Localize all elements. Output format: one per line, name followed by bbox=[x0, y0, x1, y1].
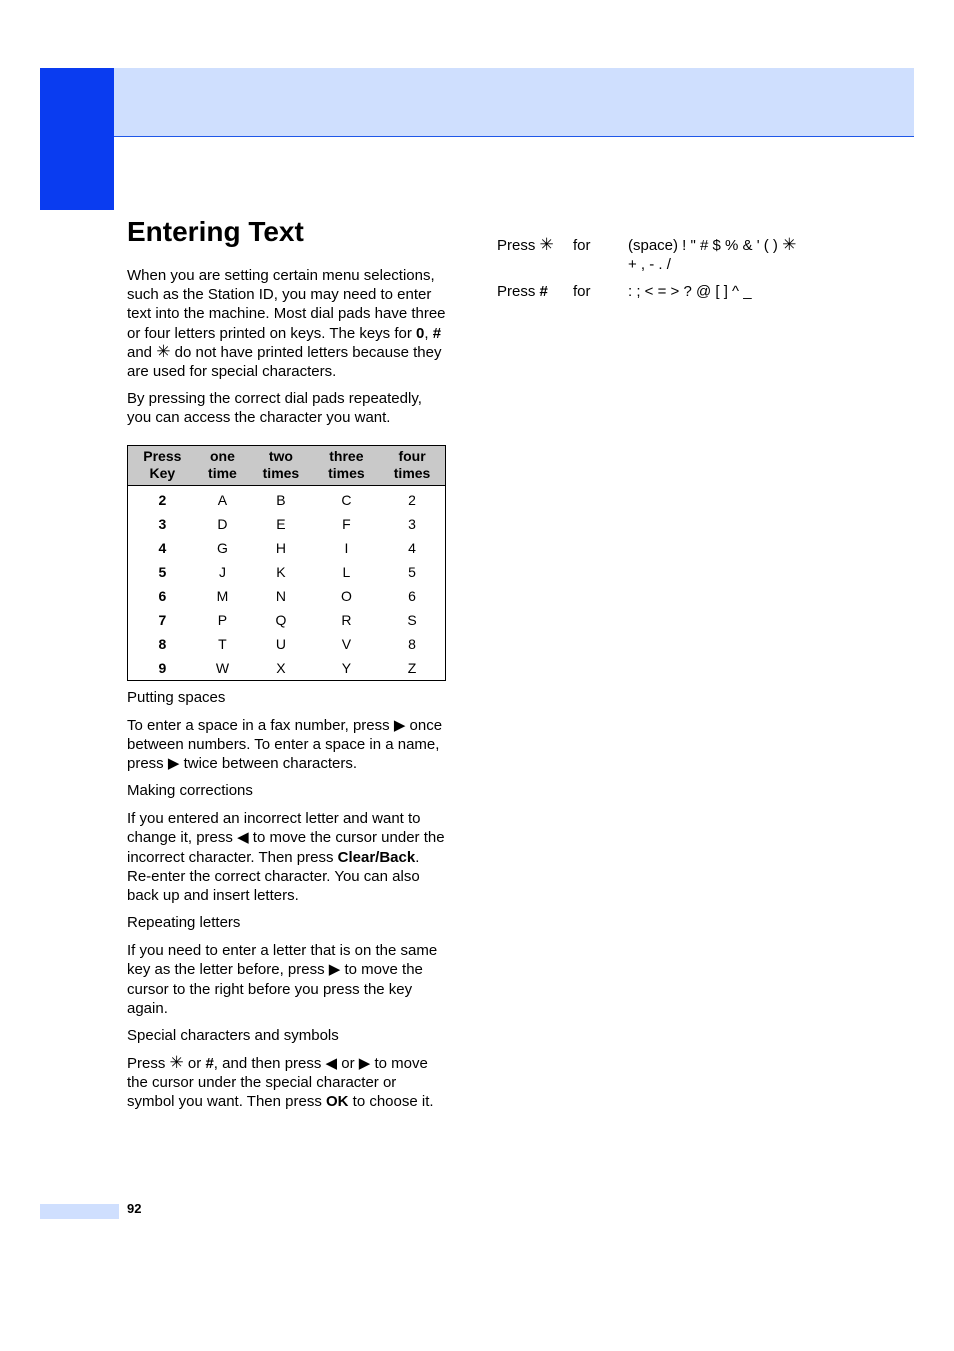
intro-paragraph-1: When you are setting certain menu selections, such as the Station ID, you may need to enter text into the machine. Most dial pads have three or four letters printed on keys. The keys for 0, # and ✳ do not have printed letters because they are used for special characters. bbox=[127, 267, 446, 381]
star-icon: ✳ bbox=[169, 1053, 184, 1073]
intro-paragraph-2: By pressing the correct dial pads repeatedly, you can access the character you want. bbox=[127, 390, 422, 427]
left-arrow-icon: ◀ bbox=[237, 829, 249, 847]
section-heading-spaces: Putting spaces bbox=[127, 688, 226, 706]
star-icon: ✳ bbox=[782, 235, 797, 254]
left-column bbox=[127, 266, 447, 1120]
special-paragraph: Press ✳ or #, and then press ◀ or ▶ to move the cursor under the special character or symbol you want. Then press OK to choose it. bbox=[127, 1053, 434, 1111]
table-row: 7 P Q R S bbox=[158, 611, 417, 628]
spaces-paragraph: To enter a space in a fax number, press ▶ once between numbers. To enter a space in a name, press ▶ twice between characters. bbox=[127, 716, 443, 773]
corrections-paragraph: If you entered an incorrect letter and want to change it, press ◀ to move the cursor under the incorrect character. Then press Clear/Back. Re-enter the correct character. You can also back up and insert letters. bbox=[127, 810, 445, 905]
key-zero: 0 bbox=[416, 324, 425, 342]
table-header: Press Key bbox=[128, 445, 197, 485]
right-arrow-icon: ▶ bbox=[328, 961, 341, 979]
section-heading-corrections: Making corrections bbox=[127, 782, 253, 800]
left-arrow-icon: ◀ bbox=[325, 1055, 338, 1073]
special-characters-table bbox=[497, 236, 817, 301]
repeating-paragraph: If you need to enter a letter that is on the same key as the letter before, press ▶ to move the cursor to the right before you press the key again. bbox=[127, 942, 438, 1017]
right-arrow-icon: ▶ bbox=[393, 716, 406, 734]
footer-bar bbox=[40, 1204, 119, 1219]
star-icon: ✳ bbox=[156, 341, 171, 361]
key-hash: # bbox=[432, 324, 442, 342]
table-header: four times bbox=[379, 445, 445, 485]
chapter-tab bbox=[40, 68, 114, 210]
special-chars-hash: : ; < = > ? @ [ ] ^ _ bbox=[628, 283, 752, 300]
table-header-row bbox=[128, 445, 446, 485]
table-header: three times bbox=[314, 445, 379, 485]
table-header: two times bbox=[248, 445, 313, 485]
key-hash: # bbox=[205, 1055, 214, 1073]
clear-back-key: Clear/Back bbox=[337, 848, 416, 866]
special-row-hash: Press # for : ; < = > ? @ [ ] ^ _ bbox=[497, 282, 817, 301]
section-heading-repeating: Repeating letters bbox=[127, 914, 241, 932]
key-hash: # bbox=[539, 283, 548, 300]
special-chars-star: (space) ! " # $ % & ' ( ) ✳ + , - . / bbox=[628, 235, 797, 273]
table-row: 8 T U V 8 bbox=[158, 635, 416, 652]
table-header: one time bbox=[197, 445, 249, 485]
table-row: 9 W X Y Z bbox=[158, 659, 417, 676]
table-row: 2 A B C 2 bbox=[158, 491, 416, 508]
table-row: 3 D E F 3 bbox=[158, 515, 416, 532]
right-arrow-icon: ▶ bbox=[358, 1055, 371, 1073]
ok-key: OK bbox=[325, 1093, 349, 1111]
right-arrow-icon: ▶ bbox=[167, 755, 180, 773]
key-letter-table bbox=[127, 445, 446, 681]
table-row: 6 M N O 6 bbox=[158, 587, 416, 604]
table-row: 5 J K L 5 bbox=[158, 563, 416, 580]
special-row-star: Press ✳ for (space) ! " # $ % & ' ( ) ✳ + , - . / bbox=[497, 236, 817, 282]
table-row: 4 G H I 4 bbox=[158, 539, 416, 556]
star-icon: ✳ bbox=[539, 235, 554, 254]
page-number: 92 bbox=[127, 1201, 142, 1216]
section-heading-special: Special characters and symbols bbox=[127, 1027, 339, 1045]
page-title: Entering Text bbox=[127, 216, 304, 247]
header-band bbox=[40, 68, 914, 137]
